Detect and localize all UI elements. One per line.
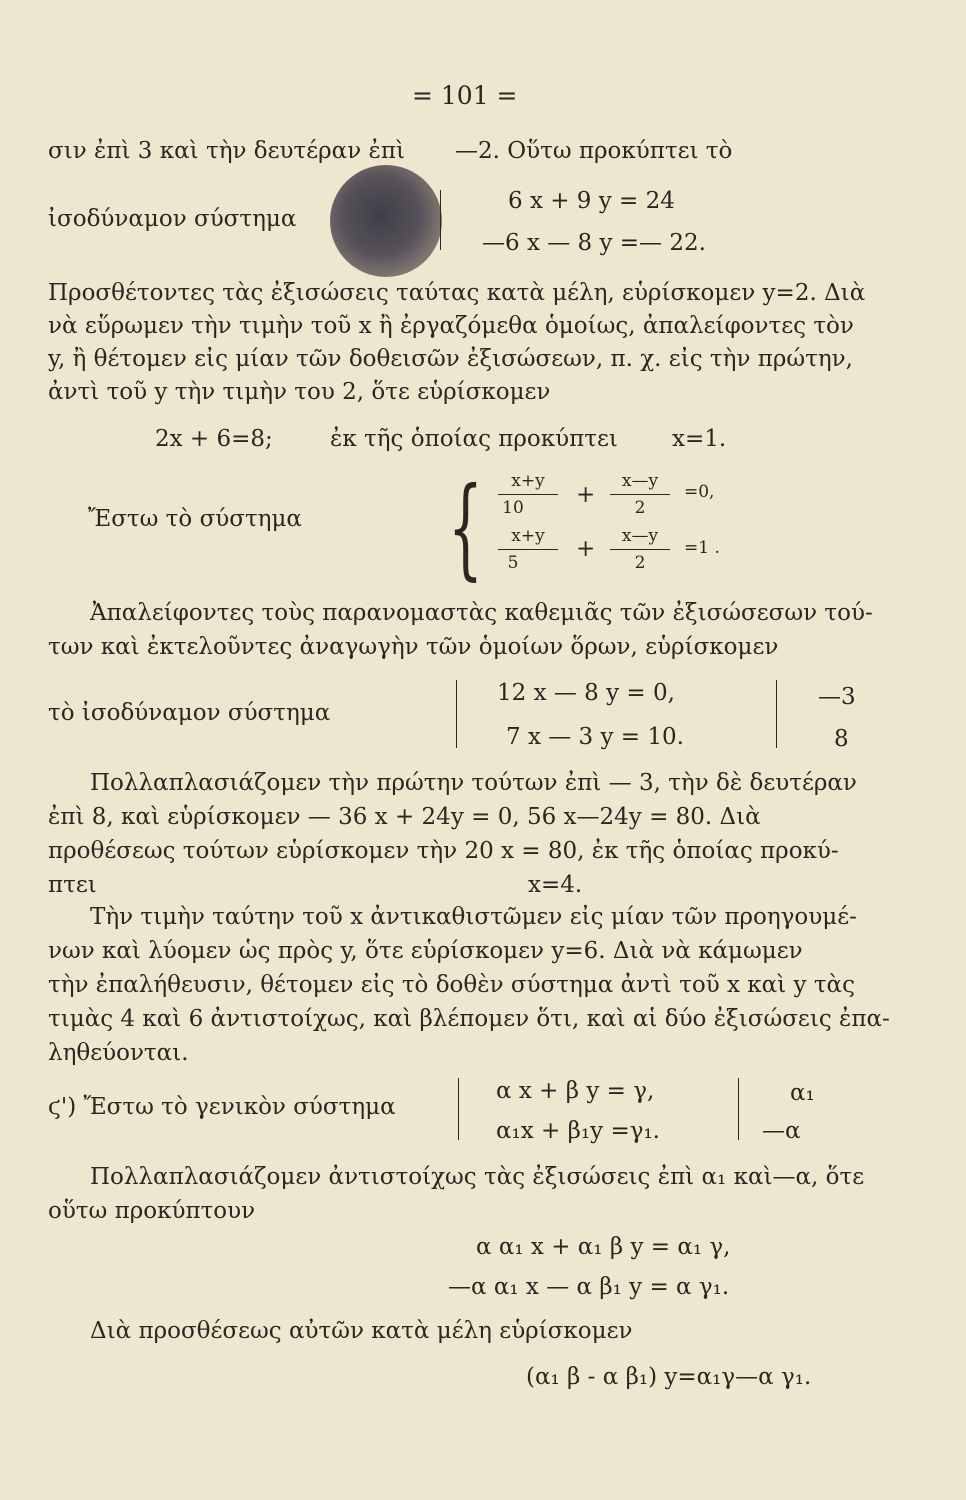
text-line: νων καὶ λύομεν ὡς πρὸς y, ὅτε εὑρίσκομεν y=6. Διὰ νὰ κάμωμεν [48, 938, 803, 964]
fraction-bar [498, 494, 558, 495]
equation: —6 x — 8 y =— 22. [482, 230, 706, 256]
text-line: Πολλαπλασιάζομεν ἀντιστοίχως τὰς ἐξισώσεις ἐπὶ α₁ καὶ—α, ὅτε [90, 1164, 865, 1190]
equation-result: =0, [684, 482, 715, 502]
multiplier: —α [762, 1118, 801, 1144]
equation: α x + β y = γ, [496, 1078, 655, 1104]
multiplier: 8 [834, 726, 849, 752]
text-line: τὴν ἐπαλήθευσιν, θέτομεν εἰς τὸ δοθὲν σύστημα ἀντὶ τοῦ x καὶ y τὰς [48, 972, 855, 998]
text-line: Προσθέτοντες τὰς ἐξισώσεις ταύτας κατὰ μέλη, εὑρίσκομεν y=2. Διὰ [48, 280, 866, 306]
text-line: Διὰ προσθέσεως αὐτῶν κατὰ μέλη εὑρίσκομεν [90, 1318, 633, 1344]
equation: 7 x — 3 y = 10. [506, 724, 684, 750]
fraction-denominator: 10 [502, 498, 524, 518]
equation: (α₁ β - α β₁) y=α₁γ—α γ₁. [526, 1364, 812, 1390]
text-line: y, ἢ θέτομεν εἰς μίαν τῶν δοθεισῶν ἐξισώσεων, π. χ. εἰς τὴν πρώτην, [48, 346, 853, 372]
plus-sign: + [576, 482, 596, 508]
fraction-numerator: x+y [511, 526, 545, 546]
text-line: προθέσεως τούτων εὑρίσκομεν τὴν 20 x = 80, ἐκ τῆς ὁποίας προκύ- [48, 838, 839, 864]
text-line: των καὶ ἐκτελοῦντες ἀναγωγὴν τῶν ὁμοίων ὅρων, εὑρίσκομεν [48, 634, 779, 660]
fraction-bar [498, 549, 558, 550]
text-line: Πολλαπλασιάζομεν τὴν πρώτην τούτων ἐπὶ — 3, τὴν δὲ δευτέραν [90, 770, 857, 796]
equation-rule [456, 680, 457, 748]
equation-rule [440, 190, 441, 250]
page-number: = 101 = [412, 81, 518, 110]
equation: 12 x — 8 y = 0, [497, 680, 675, 706]
equation: x=4. [528, 872, 583, 898]
text-line: ἀντὶ τοῦ y τὴν τιμὴν του 2, ὅτε εὑρίσκομεν [48, 379, 551, 405]
text-line: τιμὰς 4 καὶ 6 ἀντιστοίχως, καὶ βλέπομεν ὅτι, καὶ αἱ δύο ἐξισώσεις ἐπα- [48, 1006, 890, 1032]
text-line: ἰσοδύναμον σύστημα [48, 206, 297, 232]
text-line: ἐπὶ 8, καὶ εὑρίσκομεν — 36 x + 24y = 0, 56 x—24y = 80. Διὰ [48, 804, 761, 830]
equation: α α₁ x + α₁ β y = α₁ γ, [476, 1234, 731, 1260]
fraction-numerator: x—y [621, 471, 659, 491]
text-line: —2. Οὕτω προκύπτει τὸ [455, 138, 733, 164]
equation: —α α₁ x — α β₁ y = α γ₁. [448, 1274, 730, 1300]
text-line: οὕτω προκύπτουν [48, 1198, 256, 1224]
multiplier-rule [738, 1078, 739, 1140]
equation-result: =1 . [684, 538, 720, 558]
fraction-denominator: 5 [507, 553, 519, 573]
left-brace: { [448, 463, 483, 591]
text-line: Ἔστω τὸ σύστημα [88, 506, 302, 532]
ink-stain [330, 165, 442, 277]
text-line: ληθεύονται. [48, 1040, 189, 1066]
text-line: Τὴν τιμὴν ταύτην τοῦ x ἀντικαθιστῶμεν εἰς μίαν τῶν προηγουμέ- [90, 904, 857, 930]
multiplier: —3 [818, 684, 856, 710]
multiplier: α₁ [790, 1080, 815, 1106]
plus-sign: + [576, 536, 596, 562]
equation: α₁x + β₁y =γ₁. [496, 1118, 660, 1144]
text-line: νὰ εὕρωμεν τὴν τιμὴν τοῦ x ἢ ἐργαζόμεθα ὁμοίως, ἀπαλείφοντες τὸν [48, 313, 854, 339]
fraction-numerator: x—y [621, 526, 659, 546]
text-line: πτει [48, 872, 97, 898]
text-line: σιν ἐπὶ 3 καὶ τὴν δευτέραν ἐπὶ [48, 138, 405, 164]
fraction-denominator: 2 [634, 553, 646, 573]
text-line: τὸ ἰσοδύναμον σύστημα [48, 700, 331, 726]
equation: x=1. [672, 426, 727, 452]
fraction-denominator: 2 [634, 498, 646, 518]
equation: 2x + 6=8; [155, 426, 273, 452]
text-line: Ἀπαλείφοντες τοὺς παρανομαστὰς καθεμιᾶς τῶν ἐξισώσεσων τού- [90, 600, 873, 626]
fraction-numerator: x+y [511, 471, 545, 491]
fraction-bar [610, 494, 670, 495]
fraction-bar [610, 549, 670, 550]
section-heading: ϛ') Ἔστω τὸ γενικὸν σύστημα [48, 1094, 396, 1120]
equation: 6 x + 9 y = 24 [508, 188, 675, 214]
equation-rule [458, 1078, 459, 1140]
multiplier-rule [776, 680, 777, 748]
text-line: ἐκ τῆς ὁποίας προκύπτει [330, 426, 618, 452]
